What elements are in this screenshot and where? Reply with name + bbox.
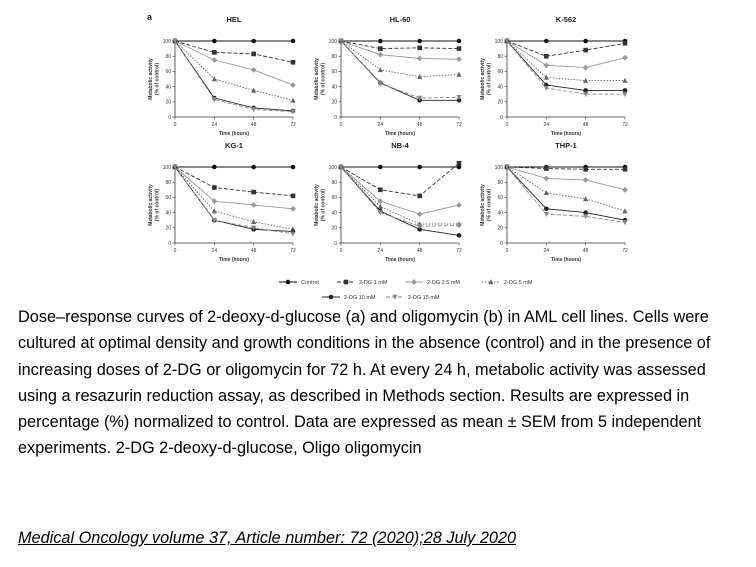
x-tick-label: 24 — [377, 122, 384, 128]
data-point — [378, 67, 383, 72]
data-point — [212, 185, 217, 190]
series-control — [505, 39, 628, 44]
series-line — [507, 167, 625, 222]
x-tick-label: 72 — [456, 122, 462, 128]
series-line — [175, 41, 293, 62]
data-point — [457, 39, 462, 44]
data-point — [543, 176, 549, 182]
y-axis-label-line: Metabolic activity — [314, 58, 320, 100]
y-tick-label: 20 — [497, 99, 503, 106]
data-point — [212, 39, 217, 44]
series-2-dg-10-mm — [339, 165, 462, 238]
x-tick-label: 24 — [211, 122, 218, 128]
data-point — [457, 233, 462, 238]
x-tick-label: 0 — [173, 248, 177, 254]
y-tick-label: 60 — [165, 69, 171, 76]
data-point — [251, 202, 257, 208]
data-point — [583, 167, 588, 172]
data-point — [417, 211, 423, 217]
data-point — [291, 194, 296, 199]
legend-label: Control — [301, 280, 319, 286]
y-tick-label: 0 — [168, 240, 171, 247]
chart-title: HL-60 — [389, 15, 411, 24]
y-axis-label-line: Metabolic activity — [148, 184, 154, 226]
y-tick-label: 60 — [497, 195, 503, 202]
y-tick-label: 60 — [331, 195, 337, 202]
legend-marker — [329, 295, 334, 300]
x-tick-label: 0 — [339, 248, 343, 254]
series-2-dg-1-mm — [339, 161, 462, 198]
chart-title: HEL — [226, 15, 242, 24]
y-tick-label: 80 — [331, 54, 337, 60]
data-point — [583, 65, 589, 71]
series-line — [507, 41, 625, 68]
data-point — [544, 207, 549, 212]
y-axis-label-line: (% of control) — [320, 62, 327, 96]
data-point — [457, 161, 462, 166]
data-point — [378, 39, 383, 44]
chart-title: KG-1 — [225, 141, 243, 150]
y-tick-label: 0 — [500, 114, 503, 121]
series-line — [341, 163, 459, 196]
data-point — [457, 46, 462, 51]
data-point — [623, 167, 628, 172]
x-axis-label: Time (hours) — [550, 257, 582, 263]
data-point — [544, 39, 549, 44]
data-point — [211, 57, 217, 63]
series-2-dg-10-mm — [173, 39, 296, 114]
series-2-dg-1-mm — [505, 165, 628, 172]
data-point — [212, 208, 217, 213]
data-point — [622, 187, 628, 193]
chart-title: NB-4 — [391, 141, 409, 150]
data-point — [377, 52, 383, 58]
legend-label: 2-DG 1 mM — [359, 280, 388, 286]
x-tick-label: 72 — [622, 248, 628, 254]
y-tick-label: 20 — [165, 225, 171, 232]
x-tick-label: 24 — [377, 248, 384, 254]
series-2-dg-10-mm — [505, 39, 628, 93]
y-axis-label-line: Metabolic activity — [314, 184, 320, 226]
y-tick-label: 0 — [168, 114, 171, 121]
series-2-dg-10-mm — [505, 165, 628, 223]
y-axis-label — [314, 58, 327, 100]
y-tick-label: 80 — [165, 54, 171, 60]
series-2-dg-2-5-mm — [504, 164, 628, 193]
legend-item-2-dg-10-mm — [322, 295, 376, 301]
x-tick-label: 72 — [290, 122, 296, 128]
series-control — [505, 165, 628, 170]
y-tick-label: 20 — [497, 225, 503, 232]
chart-kg-1 — [148, 141, 296, 263]
series-2-dg-5-mm — [172, 38, 295, 102]
series-line — [507, 41, 625, 56]
data-point — [251, 39, 256, 44]
series-line — [341, 167, 459, 224]
y-axis-label-line: (% of control) — [486, 62, 493, 96]
y-tick-label: 100 — [162, 38, 171, 45]
data-point — [378, 188, 383, 193]
data-point — [291, 39, 296, 44]
x-tick-label: 72 — [622, 122, 628, 128]
data-point — [583, 48, 588, 53]
series-control — [339, 39, 462, 44]
y-tick-label: 40 — [165, 84, 171, 91]
series-2-dg-15-mm — [504, 165, 627, 226]
y-tick-label: 40 — [497, 210, 503, 217]
x-axis-label: Time (hours) — [218, 131, 250, 137]
y-axis-label-line: (% of control) — [486, 188, 493, 222]
series-2-dg-15-mm — [338, 165, 461, 229]
x-axis-label: Time (hours) — [384, 257, 416, 263]
data-point — [378, 46, 383, 51]
y-axis-label-line: Metabolic activity — [148, 58, 154, 100]
legend-marker — [286, 280, 291, 285]
data-point — [417, 56, 423, 62]
data-point — [212, 50, 217, 55]
series-2-dg-2-5-mm — [338, 164, 462, 217]
data-point — [251, 190, 256, 195]
x-tick-label: 48 — [416, 122, 423, 128]
x-tick-label: 48 — [582, 248, 589, 254]
series-line — [175, 41, 293, 112]
data-point — [622, 220, 627, 225]
series-2-dg-1-mm — [173, 39, 296, 65]
series-line — [175, 41, 293, 111]
y-axis-label — [314, 184, 327, 226]
x-tick-label: 48 — [250, 248, 257, 254]
y-tick-label: 100 — [162, 164, 171, 171]
x-tick-label: 72 — [290, 248, 296, 254]
legend-item-control — [279, 280, 319, 286]
legend — [279, 279, 533, 301]
y-tick-label: 20 — [331, 99, 337, 106]
data-point — [378, 204, 383, 209]
legend-label: 2-DG 5 mM — [504, 280, 533, 286]
series-2-dg-5-mm — [172, 164, 295, 231]
chart-title: THP-1 — [555, 141, 577, 150]
legend-label: 2-DG 15 mM — [408, 295, 440, 301]
series-2-dg-2-5-mm — [504, 38, 628, 70]
panel-label: a — [147, 12, 153, 22]
series-line — [341, 167, 459, 226]
data-point — [290, 232, 295, 237]
y-tick-label: 20 — [165, 99, 171, 106]
y-axis-label-line: (% of control) — [154, 188, 161, 222]
y-tick-label: 60 — [165, 195, 171, 202]
data-point — [251, 52, 256, 57]
x-tick-label: 0 — [339, 122, 343, 128]
series-line — [507, 167, 625, 211]
data-point — [456, 56, 462, 62]
chart-hel — [148, 15, 296, 137]
y-tick-label: 40 — [497, 84, 503, 91]
y-tick-label: 40 — [331, 84, 337, 91]
legend-item-2-dg-2-5-mm — [405, 279, 460, 286]
series-line — [175, 167, 293, 234]
data-point — [417, 165, 422, 170]
series-2-dg-2-5-mm — [338, 38, 462, 62]
y-axis-label-line: Metabolic activity — [480, 58, 486, 100]
y-axis-label-line: Metabolic activity — [480, 184, 486, 226]
data-point — [583, 177, 589, 183]
y-tick-label: 80 — [165, 180, 171, 186]
y-tick-label: 60 — [497, 69, 503, 76]
chart-k-562 — [480, 15, 628, 137]
y-axis-label-line: (% of control) — [154, 62, 161, 96]
y-tick-label: 100 — [494, 38, 503, 45]
series-line — [507, 167, 625, 220]
chart-panels — [148, 15, 628, 263]
data-point — [544, 54, 549, 59]
legend-item-2-dg-1-mm — [337, 280, 388, 286]
y-tick-label: 40 — [165, 210, 171, 217]
x-axis-label: Time (hours) — [384, 131, 416, 137]
data-point — [544, 166, 549, 171]
legend-marker — [344, 280, 349, 285]
y-tick-label: 0 — [334, 240, 337, 247]
y-tick-label: 20 — [331, 225, 337, 232]
chart-thp-1 — [480, 141, 628, 263]
series-control — [173, 165, 296, 170]
x-tick-label: 24 — [211, 248, 218, 254]
legend-label: 2-DG 10 mM — [344, 295, 376, 301]
legend-item-2-dg-15-mm — [386, 295, 440, 301]
data-point — [251, 219, 256, 224]
y-tick-label: 100 — [494, 164, 503, 171]
series-line — [175, 41, 293, 85]
legend-marker — [411, 279, 417, 285]
series-control — [173, 39, 296, 44]
x-axis-label: Time (hours) — [218, 257, 250, 263]
y-axis-label — [480, 184, 493, 226]
y-tick-label: 0 — [500, 240, 503, 247]
series-2-dg-1-mm — [339, 39, 462, 51]
chart-title: K-562 — [555, 15, 577, 24]
data-point — [623, 41, 628, 46]
chart-hl-60 — [314, 15, 462, 137]
x-tick-label: 24 — [543, 122, 550, 128]
y-axis-label — [480, 58, 493, 100]
series-line — [341, 41, 459, 98]
data-point — [622, 78, 627, 83]
data-point — [290, 82, 296, 88]
y-axis-label — [148, 184, 161, 226]
series-line — [507, 41, 625, 90]
y-axis-label — [148, 58, 161, 100]
x-tick-label: 48 — [416, 248, 423, 254]
data-point — [417, 46, 422, 51]
series-line — [341, 41, 459, 100]
y-tick-label: 100 — [328, 164, 337, 171]
y-tick-label: 80 — [331, 180, 337, 186]
data-point — [378, 165, 383, 170]
series-line — [341, 167, 459, 214]
data-point — [251, 107, 256, 112]
y-tick-label: 60 — [331, 69, 337, 76]
y-tick-label: 40 — [331, 210, 337, 217]
citation: Medical Oncology volume 37, Article number: 72 (2020);28 July 2020 — [18, 529, 517, 547]
y-tick-label: 100 — [328, 38, 337, 45]
x-tick-label: 48 — [250, 122, 257, 128]
y-tick-label: 80 — [497, 180, 503, 186]
data-point — [290, 206, 296, 212]
data-point — [291, 165, 296, 170]
data-point — [251, 165, 256, 170]
legend-item-2-dg-5-mm — [482, 279, 533, 286]
x-tick-label: 0 — [505, 122, 509, 128]
legend-label: 2-DG 2.5 mM — [427, 280, 461, 286]
series-line — [507, 41, 625, 94]
data-point — [251, 67, 257, 73]
series-line — [175, 167, 293, 209]
data-point — [212, 165, 217, 170]
data-point — [417, 39, 422, 44]
x-axis-label: Time (hours) — [550, 131, 582, 137]
series-2-dg-5-mm — [338, 164, 461, 226]
data-point — [290, 97, 295, 102]
x-tick-label: 72 — [456, 248, 462, 254]
data-point — [456, 202, 462, 208]
series-line — [341, 41, 459, 59]
x-tick-label: 0 — [505, 248, 509, 254]
data-point — [583, 39, 588, 44]
data-point — [291, 60, 296, 65]
data-point — [417, 194, 422, 199]
data-point — [544, 190, 549, 195]
x-tick-label: 0 — [173, 122, 177, 128]
chart-nb-4 — [314, 141, 462, 263]
series-2-dg-15-mm — [504, 39, 627, 97]
y-tick-label: 0 — [334, 114, 337, 121]
y-tick-label: 80 — [497, 54, 503, 60]
series-control — [339, 165, 462, 170]
data-point — [543, 62, 549, 68]
figure-caption: Dose–response curves of 2-deoxy-d-glucose (a) and oligomycin (b) in AML cell lines. Cells were cultured at optimal density and growth conditions in the absence (control) and in the presence of increasing doses of 2-DG or oligomycin for 72 h. At every 24 h, metabolic activity was assessed using a resazurin reduction assay, as described in Methods section. Results are expressed in percentage (%) normalized to control. Data are expressed as mean ± SEM from 5 independent experiments. 2-DG 2-deoxy-d-glucose, Oligo oligomycin — [18, 308, 711, 458]
x-tick-label: 24 — [543, 248, 550, 254]
x-tick-label: 48 — [582, 122, 589, 128]
y-axis-label-line: (% of control) — [320, 188, 327, 222]
data-point — [622, 55, 628, 61]
